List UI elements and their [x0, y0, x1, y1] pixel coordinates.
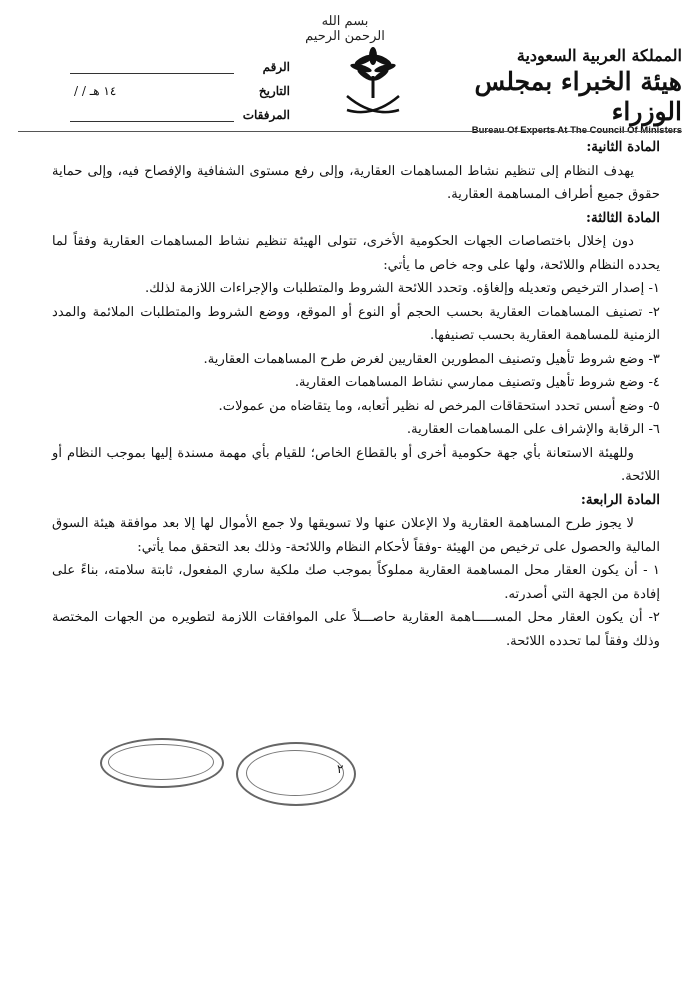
article-4-heading: المادة الرابعة:: [580, 491, 660, 508]
article-3-item-4: ٤- وضع شروط تأهيل وتصنيف ممارسي نشاط المساهمات العقارية.: [294, 375, 660, 390]
date-row: [70, 74, 290, 98]
date-value: / / ١٤ هـ: [74, 84, 117, 98]
date-label: التاريخ: [258, 84, 290, 98]
attachments-line: [70, 107, 234, 122]
article-3-item-2: ٢- تصنيف المساهمات العقارية بحسب الحجم أو النوع أو الموقع، ووضع الشروط والمتطلبات الملائمة والمدد الزمنية للمساهمة العقارية بحسب تصنيفها.: [52, 304, 660, 343]
reference-row: [70, 50, 290, 74]
reference-line: [70, 59, 234, 74]
basmala: بسم الله الرحمن الرحيم: [305, 14, 385, 44]
kingdom-name: المملكة العربية السعودية: [516, 46, 682, 65]
reference-label: الرقم: [262, 60, 290, 74]
article-3-item-1: ١- إصدار الترخيص وتعديله وإلغاؤه. وتحدد اللائحة الشروط والمتطلبات والإجراءات اللازمة لذلك.: [145, 281, 660, 296]
article-2-text: يهدف النظام إلى تنظيم نشاط المساهمات العقارية، وإلى رفع مستوى الشفافية والإفصاح فيه، وإلى حماية حقوق جميع أطراف المساهمة العقارية.: [52, 163, 660, 202]
article-3-intro: دون إخلال باختصاصات الجهات الحكومية الأخرى، تتولى الهيئة تنظيم نشاط المساهمات العقارية وفقاً لما يحدده النظام واللائحة، ولها على وجه خاص ما يأتي:: [52, 234, 660, 273]
article-3-item-6: ٦- الرقابة والإشراف على المساهمات العقارية.: [406, 422, 660, 437]
document-body: [52, 136, 660, 653]
attachments-label: المرفقات: [242, 108, 290, 122]
attachments-row: [70, 98, 290, 122]
bureau-name-arabic: هيئة الخبراء بمجلس الوزراء: [474, 67, 682, 126]
article-2-heading: المادة الثانية:: [586, 139, 660, 155]
article-3-heading: المادة الثالثة:: [585, 209, 660, 226]
palm-swords-emblem-icon: [343, 46, 403, 118]
article-3-item-3: ٣- وضع شروط تأهيل وتصنيف المطورين العقاريين لغرض طرح المساهمات العقارية.: [203, 351, 660, 367]
article-4-item-2: ٢- أن يكون العقار محل المســـــاهمة العقارية حاصـــلاً على الموافقات اللازمة لتطويره من الجهات المختصة وذلك وفقاً لما تحدده اللائحة.: [52, 610, 660, 649]
bureau-name-english: Bureau Of Experts At The Council Of Ministers: [471, 125, 682, 136]
article-4-text: لا يجوز طرح المساهمة العقارية ولا الإعلان عنها ولا تسويقها ولا جمع الأموال لها إلا بعد موافقة هيئة السوق المالية والحصول على ترخيص من الهيئة -وفقاً لأحكام النظام واللائحة- وذلك بعد التحقق مما يأتي:: [52, 516, 660, 555]
article-3-item-5: ٥- وضع أسس تحدد استحقاقات المرخص له نظير أتعابه، وما يتقاضاه من عمولات.: [218, 398, 660, 414]
letterhead-bureau: [452, 46, 682, 136]
article-3-closing: وللهيئة الاستعانة بأي جهة حكومية أخرى أو بالقطاع الخاص؛ للقيام بأي مهمة مسندة إليها بموجب النظام أو اللائحة.: [52, 445, 660, 484]
page-number: ٢: [337, 762, 344, 776]
official-stamp-left: [100, 738, 224, 788]
article-4-item-1: ١ - أن يكون العقار محل المساهمة العقارية مملوكاً بموجب صك ملكية ساري المفعول، ثابتة سلامته، بناءً على إفادة من الجهة التي أصدرته.: [52, 563, 660, 602]
letterhead-meta: [70, 50, 290, 122]
header-divider: [18, 131, 682, 132]
